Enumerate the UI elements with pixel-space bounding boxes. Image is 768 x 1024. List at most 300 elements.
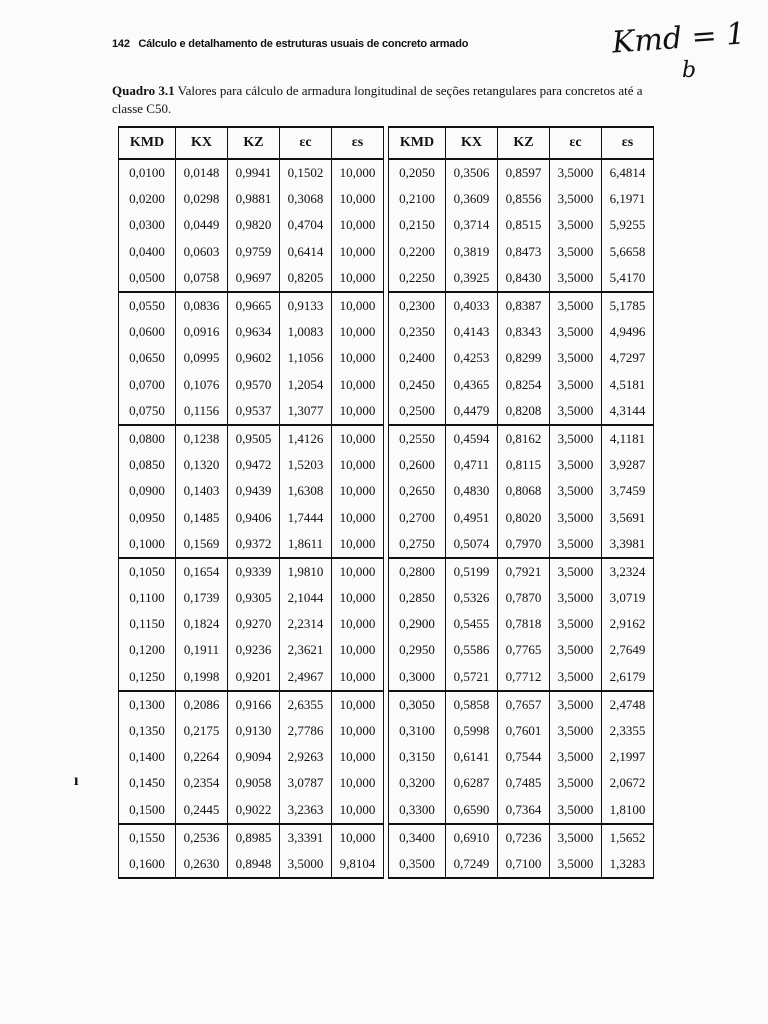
table-row	[119, 345, 384, 371]
table-row	[119, 292, 384, 319]
table-row	[119, 585, 384, 611]
table-cell: 0,2650	[389, 478, 446, 504]
table-cell: 0,3000	[389, 664, 446, 691]
table-cell: 4,7297	[602, 345, 654, 371]
table-row	[119, 159, 384, 186]
table-cell: 0,4143	[446, 319, 498, 345]
table-cell: 3,9287	[602, 452, 654, 478]
table-cell: 0,9201	[228, 664, 280, 691]
table-cell: 0,7970	[498, 531, 550, 558]
table-cell: 0,0600	[119, 319, 176, 345]
table-caption	[112, 82, 672, 118]
table-cell: 0,3500	[389, 851, 446, 878]
table-cell: 0,9570	[228, 372, 280, 398]
table-cell: 3,5000	[550, 345, 602, 371]
table-row	[119, 425, 384, 452]
table-cell: 0,2300	[389, 292, 446, 319]
table-cell: 9,8104	[332, 851, 384, 878]
table-cell: 0,7100	[498, 851, 550, 878]
table-cell: 0,0148	[176, 159, 228, 186]
table-cell: 0,4253	[446, 345, 498, 371]
table-cell: 0,2250	[389, 265, 446, 292]
table-cell: 10,000	[332, 319, 384, 345]
table-cell: 1,2054	[280, 372, 332, 398]
table-cell: 0,7870	[498, 585, 550, 611]
table-cell: 1,6308	[280, 478, 332, 504]
table-cell: 10,000	[332, 824, 384, 851]
table-cell: 0,3506	[446, 159, 498, 186]
table-row	[389, 531, 654, 558]
table-cell: 0,2500	[389, 398, 446, 425]
table-row	[389, 372, 654, 398]
table-cell: 0,7485	[498, 770, 550, 796]
table-cell: 0,2445	[176, 797, 228, 824]
table-cell: 2,3355	[602, 718, 654, 744]
table-cell: 5,9255	[602, 212, 654, 238]
column-header: εs	[602, 127, 654, 159]
table-cell: 0,8205	[280, 265, 332, 292]
table-cell: 0,3819	[446, 239, 498, 265]
table-cell: 0,1500	[119, 797, 176, 824]
table-row	[389, 292, 654, 319]
table-cell: 0,8985	[228, 824, 280, 851]
table-cell: 0,9305	[228, 585, 280, 611]
table-cell: 0,6590	[446, 797, 498, 824]
table-cell: 0,0995	[176, 345, 228, 371]
table-cell: 0,1569	[176, 531, 228, 558]
table-row	[119, 504, 384, 530]
column-header: KZ	[498, 127, 550, 159]
table-cell: 0,9236	[228, 637, 280, 663]
table-cell: 0,2750	[389, 531, 446, 558]
table-cell: 0,1320	[176, 452, 228, 478]
table-cell: 3,5000	[550, 531, 602, 558]
table-cell: 2,1044	[280, 585, 332, 611]
table-cell: 3,5000	[550, 452, 602, 478]
table-cell: 3,2324	[602, 558, 654, 585]
table-cell: 0,5858	[446, 691, 498, 718]
table-cell: 0,0550	[119, 292, 176, 319]
table-row	[389, 478, 654, 504]
table-cell: 1,5652	[602, 824, 654, 851]
table-cell: 2,4748	[602, 691, 654, 718]
table-cell: 0,4479	[446, 398, 498, 425]
table-cell: 0,0916	[176, 319, 228, 345]
column-header: εc	[550, 127, 602, 159]
table-row	[119, 531, 384, 558]
table-row	[119, 797, 384, 824]
table-cell: 0,0950	[119, 504, 176, 530]
coefficients-table-left	[118, 126, 384, 879]
table-cell: 2,6355	[280, 691, 332, 718]
table-cell: 3,3981	[602, 531, 654, 558]
table-cell: 10,000	[332, 744, 384, 770]
table-cell: 10,000	[332, 611, 384, 637]
table-cell: 3,5000	[550, 585, 602, 611]
table-cell: 0,0650	[119, 345, 176, 371]
table-cell: 0,8254	[498, 372, 550, 398]
table-cell: 1,8611	[280, 531, 332, 558]
table-cell: 0,1502	[280, 159, 332, 186]
table-cell: 3,5000	[550, 611, 602, 637]
table-cell: 0,5326	[446, 585, 498, 611]
table-cell: 0,8299	[498, 345, 550, 371]
table-cell: 4,5181	[602, 372, 654, 398]
handwritten-denominator: b	[682, 58, 697, 83]
running-title: Cálculo e detalhamento de estruturas usuais de concreto armado	[138, 38, 469, 50]
table-cell: 0,9166	[228, 691, 280, 718]
table-cell: 2,3621	[280, 637, 332, 663]
table-cell: 0,9941	[228, 159, 280, 186]
table-cell: 0,2600	[389, 452, 446, 478]
table-cell: 0,2354	[176, 770, 228, 796]
table-row	[119, 770, 384, 796]
table-cell: 0,1100	[119, 585, 176, 611]
table-cell: 3,5000	[550, 292, 602, 319]
table-cell: 0,2200	[389, 239, 446, 265]
table-row	[119, 319, 384, 345]
page-number: 142	[112, 38, 130, 50]
table-row	[389, 239, 654, 265]
table-cell: 0,7544	[498, 744, 550, 770]
table-cell: 0,9439	[228, 478, 280, 504]
table-cell: 0,3714	[446, 212, 498, 238]
table-cell: 0,7236	[498, 824, 550, 851]
table-cell: 0,1050	[119, 558, 176, 585]
table-cell: 0,9372	[228, 531, 280, 558]
table-row	[389, 851, 654, 878]
table-cell: 0,0700	[119, 372, 176, 398]
table-cell: 0,1000	[119, 531, 176, 558]
table-cell: 4,9496	[602, 319, 654, 345]
coefficients-table-right	[388, 126, 654, 879]
table-cell: 0,0400	[119, 239, 176, 265]
table-cell: 0,2400	[389, 345, 446, 371]
table-cell: 0,3925	[446, 265, 498, 292]
table-cell: 0,9094	[228, 744, 280, 770]
table-cell: 10,000	[332, 292, 384, 319]
table-cell: 0,9634	[228, 319, 280, 345]
table-cell: 0,0800	[119, 425, 176, 452]
table-cell: 4,3144	[602, 398, 654, 425]
table-cell: 0,9665	[228, 292, 280, 319]
table-cell: 0,4830	[446, 478, 498, 504]
table-cell: 1,8100	[602, 797, 654, 824]
table-cell: 0,5586	[446, 637, 498, 663]
table-cell: 3,5691	[602, 504, 654, 530]
table-cell: 0,9130	[228, 718, 280, 744]
table-cell: 3,5000	[550, 744, 602, 770]
table-cell: 0,1739	[176, 585, 228, 611]
table-cell: 5,1785	[602, 292, 654, 319]
table-cell: 0,0100	[119, 159, 176, 186]
table-cell: 0,1550	[119, 824, 176, 851]
table-row	[119, 611, 384, 637]
table-cell: 0,2100	[389, 186, 446, 212]
table-cell: 0,0500	[119, 265, 176, 292]
table-cell: 0,2630	[176, 851, 228, 878]
table-row	[389, 398, 654, 425]
table-cell: 0,8556	[498, 186, 550, 212]
table-row	[119, 452, 384, 478]
table-cell: 3,5000	[550, 425, 602, 452]
table-row	[389, 611, 654, 637]
table-cell: 2,0672	[602, 770, 654, 796]
table-cell: 0,0603	[176, 239, 228, 265]
table-cell: 0,9058	[228, 770, 280, 796]
table-cell: 0,4951	[446, 504, 498, 530]
table-cell: 10,000	[332, 425, 384, 452]
table-cell: 0,0836	[176, 292, 228, 319]
table-cell: 0,8020	[498, 504, 550, 530]
table-cell: 0,7818	[498, 611, 550, 637]
table-cell: 0,5455	[446, 611, 498, 637]
table-cell: 0,4704	[280, 212, 332, 238]
table-cell: 0,2450	[389, 372, 446, 398]
table-cell: 0,1156	[176, 398, 228, 425]
table-cell: 0,1403	[176, 478, 228, 504]
table-cell: 10,000	[332, 265, 384, 292]
table-row	[119, 398, 384, 425]
table-cell: 0,1485	[176, 504, 228, 530]
table-cell: 0,4711	[446, 452, 498, 478]
table-cell: 3,3391	[280, 824, 332, 851]
table-cell: 0,1600	[119, 851, 176, 878]
handwritten-formula: Kmd = 1	[610, 16, 747, 61]
scan-mark: ı	[74, 772, 79, 789]
table-cell: 5,4170	[602, 265, 654, 292]
table-cell: 3,5000	[550, 319, 602, 345]
table-cell: 0,1200	[119, 637, 176, 663]
column-header: εs	[332, 127, 384, 159]
table-cell: 0,5074	[446, 531, 498, 558]
table-cell: 3,2363	[280, 797, 332, 824]
table-cell: 1,9810	[280, 558, 332, 585]
table-row	[389, 345, 654, 371]
table-row	[389, 718, 654, 744]
table-row	[389, 770, 654, 796]
table-cell: 3,5000	[550, 212, 602, 238]
table-row	[119, 265, 384, 292]
table-cell: 0,2850	[389, 585, 446, 611]
table-row	[389, 212, 654, 238]
table-cell: 0,9759	[228, 239, 280, 265]
table-cell: 3,5000	[550, 265, 602, 292]
table-cell: 10,000	[332, 585, 384, 611]
table-cell: 3,5000	[550, 664, 602, 691]
table-cell: 6,4814	[602, 159, 654, 186]
table-cell: 10,000	[332, 691, 384, 718]
table-cell: 0,2700	[389, 504, 446, 530]
table-cell: 0,9505	[228, 425, 280, 452]
table-cell: 2,9162	[602, 611, 654, 637]
table-cell: 0,2150	[389, 212, 446, 238]
table-header-row	[389, 127, 654, 159]
table-row	[389, 691, 654, 718]
table-cell: 0,9820	[228, 212, 280, 238]
table-cell: 0,4033	[446, 292, 498, 319]
table-cell: 0,3200	[389, 770, 446, 796]
table-row	[119, 637, 384, 663]
table-cell: 0,6141	[446, 744, 498, 770]
table-cell: 10,000	[332, 664, 384, 691]
table-cell: 0,3609	[446, 186, 498, 212]
table-cell: 0,1238	[176, 425, 228, 452]
table-row	[389, 265, 654, 292]
table-cell: 10,000	[332, 452, 384, 478]
table-cell: 10,000	[332, 186, 384, 212]
caption-text: Valores para cálculo de armadura longitudinal de seções retangulares para concretos até a classe C50.	[112, 83, 643, 116]
table-row	[119, 718, 384, 744]
table-cell: 0,9339	[228, 558, 280, 585]
table-cell: 3,5000	[550, 398, 602, 425]
table-cell: 3,5000	[550, 691, 602, 718]
table-cell: 0,2175	[176, 718, 228, 744]
table-cell: 0,8162	[498, 425, 550, 452]
table-row	[389, 585, 654, 611]
table-row	[389, 664, 654, 691]
table-row	[119, 691, 384, 718]
table-cell: 0,3150	[389, 744, 446, 770]
table-cell: 0,7712	[498, 664, 550, 691]
table-cell: 3,5000	[550, 637, 602, 663]
running-header	[112, 38, 468, 50]
table-cell: 0,2800	[389, 558, 446, 585]
table-cell: 3,0787	[280, 770, 332, 796]
table-row	[119, 744, 384, 770]
table-cell: 0,9022	[228, 797, 280, 824]
table-cell: 1,7444	[280, 504, 332, 530]
table-cell: 0,2900	[389, 611, 446, 637]
table-cell: 0,2536	[176, 824, 228, 851]
table-cell: 0,0200	[119, 186, 176, 212]
table-cell: 0,8515	[498, 212, 550, 238]
table-cell: 0,9537	[228, 398, 280, 425]
table-cell: 0,3400	[389, 824, 446, 851]
table-row	[119, 212, 384, 238]
table-cell: 0,8473	[498, 239, 550, 265]
table-cell: 3,5000	[550, 851, 602, 878]
table-cell: 0,1250	[119, 664, 176, 691]
table-cell: 0,6287	[446, 770, 498, 796]
table-cell: 0,0850	[119, 452, 176, 478]
table-cell: 3,5000	[550, 186, 602, 212]
table-row	[389, 504, 654, 530]
table-row	[389, 159, 654, 186]
table-row	[389, 744, 654, 770]
table-cell: 0,2050	[389, 159, 446, 186]
table-cell: 0,1654	[176, 558, 228, 585]
table-cell: 4,1181	[602, 425, 654, 452]
table-row	[119, 239, 384, 265]
table-cell: 2,7649	[602, 637, 654, 663]
table-cell: 1,5203	[280, 452, 332, 478]
table-cell: 1,1056	[280, 345, 332, 371]
table-cell: 0,8343	[498, 319, 550, 345]
table-cell: 10,000	[332, 159, 384, 186]
table-cell: 10,000	[332, 504, 384, 530]
table-cell: 0,7657	[498, 691, 550, 718]
table-cell: 1,3283	[602, 851, 654, 878]
table-cell: 1,4126	[280, 425, 332, 452]
table-cell: 10,000	[332, 531, 384, 558]
table-cell: 0,0750	[119, 398, 176, 425]
table-cell: 0,1400	[119, 744, 176, 770]
table-cell: 5,6658	[602, 239, 654, 265]
table-cell: 0,8208	[498, 398, 550, 425]
table-row	[389, 637, 654, 663]
table-cell: 0,3068	[280, 186, 332, 212]
table-cell: 0,5998	[446, 718, 498, 744]
table-cell: 2,7786	[280, 718, 332, 744]
table-cell: 0,8430	[498, 265, 550, 292]
table-cell: 3,5000	[550, 372, 602, 398]
table-cell: 0,8387	[498, 292, 550, 319]
table-cell: 6,1971	[602, 186, 654, 212]
table-cell: 0,8597	[498, 159, 550, 186]
table-cell: 0,1350	[119, 718, 176, 744]
table-row	[119, 558, 384, 585]
table-cell: 0,5199	[446, 558, 498, 585]
table-cell: 0,8948	[228, 851, 280, 878]
table-cell: 3,5000	[550, 504, 602, 530]
column-header: KMD	[119, 127, 176, 159]
table-cell: 2,1997	[602, 744, 654, 770]
table-cell: 0,9472	[228, 452, 280, 478]
table-cell: 0,1911	[176, 637, 228, 663]
column-header: εc	[280, 127, 332, 159]
table-cell: 0,6910	[446, 824, 498, 851]
table-cell: 10,000	[332, 770, 384, 796]
table-header-row	[119, 127, 384, 159]
table-cell: 3,5000	[550, 478, 602, 504]
table-cell: 3,5000	[550, 770, 602, 796]
table-cell: 2,9263	[280, 744, 332, 770]
table-cell: 0,1150	[119, 611, 176, 637]
table-cell: 0,9697	[228, 265, 280, 292]
table-cell: 10,000	[332, 212, 384, 238]
table-cell: 1,0083	[280, 319, 332, 345]
table-row	[119, 664, 384, 691]
table-cell: 0,3100	[389, 718, 446, 744]
table-cell: 0,9406	[228, 504, 280, 530]
table-cell: 3,5000	[550, 718, 602, 744]
table-cell: 0,7765	[498, 637, 550, 663]
table-cell: 1,3077	[280, 398, 332, 425]
table-cell: 0,5721	[446, 664, 498, 691]
table-cell: 10,000	[332, 345, 384, 371]
table-cell: 0,4594	[446, 425, 498, 452]
table-cell: 0,0300	[119, 212, 176, 238]
table-cell: 0,1998	[176, 664, 228, 691]
table-cell: 0,2950	[389, 637, 446, 663]
table-cell: 0,0758	[176, 265, 228, 292]
column-header: KX	[446, 127, 498, 159]
table-cell: 0,2264	[176, 744, 228, 770]
table-cell: 3,5000	[550, 159, 602, 186]
table-cell: 0,7249	[446, 851, 498, 878]
table-row	[389, 797, 654, 824]
table-cell: 0,2086	[176, 691, 228, 718]
table-cell: 0,9270	[228, 611, 280, 637]
column-header: KZ	[228, 127, 280, 159]
table-cell: 0,4365	[446, 372, 498, 398]
table-cell: 0,1824	[176, 611, 228, 637]
table-cell: 3,5000	[280, 851, 332, 878]
table-cell: 0,0449	[176, 212, 228, 238]
table-cell: 0,0900	[119, 478, 176, 504]
column-header: KMD	[389, 127, 446, 159]
